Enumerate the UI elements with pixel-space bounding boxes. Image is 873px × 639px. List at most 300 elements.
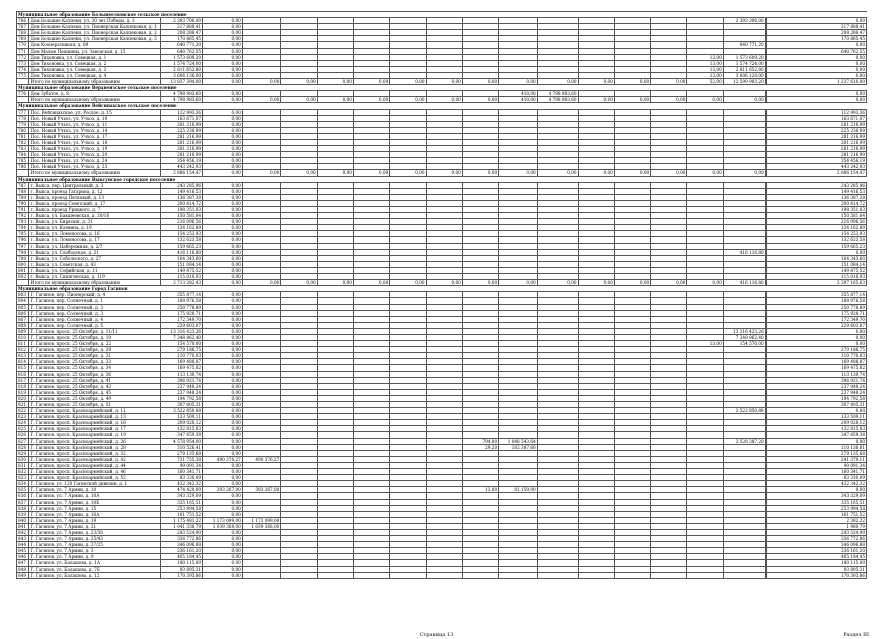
row-number: 806	[17, 310, 29, 316]
address-cell: Пос. Новый Учхоз, ул. Учхоз, д. 24	[29, 158, 161, 164]
value-cell: 0,00	[203, 30, 243, 36]
value-cell: 0,00	[203, 200, 243, 206]
address-cell: г. Выкса, проезд Советский, д. 17	[29, 200, 161, 206]
value-cell: 180 115,00	[161, 560, 203, 566]
value-cell: 243 524,90	[766, 529, 866, 535]
address-cell: Г. Гагинов, ул. 7 Армии, д. 23/38	[29, 529, 161, 535]
value-cell: 336 772,86	[766, 536, 866, 542]
address-cell: г. Выкса, проезд Пятковый, д. 13	[29, 194, 161, 200]
value-cell	[499, 572, 538, 578]
value-cell: 0,00	[203, 408, 243, 414]
value-cell: 0,00	[203, 54, 243, 60]
value-cell: 243 285,96	[766, 182, 866, 188]
address-cell: г. Выкса, ул. Бакшеевская, д. 30/16	[29, 213, 161, 219]
row-number: 840	[17, 517, 29, 523]
value-cell: 0,00	[203, 481, 243, 487]
value-cell: 0,00	[203, 127, 243, 133]
value-cell: 0,00	[578, 97, 614, 103]
row-number: 786	[17, 164, 29, 170]
value-cell: 0,00	[203, 121, 243, 127]
address-cell: г. Выкса, ул. Софийская, д. 11	[29, 267, 161, 273]
value-cell: 0,00	[317, 170, 353, 176]
value-cell: 0,00	[203, 359, 243, 365]
value-cell: 0,00	[353, 79, 389, 85]
value-cell: 216 096,56	[161, 219, 203, 225]
value-cell: 0,00	[203, 420, 243, 426]
row-number: 847	[17, 560, 29, 566]
value-cell: 149 875,52	[766, 267, 866, 273]
address-cell: г. Выкса, ул. Ломоносова, д. 17	[29, 237, 161, 243]
value-cell: 161 751,52	[161, 511, 203, 517]
row-number: 812	[17, 347, 29, 353]
value-cell: 307 805,31	[766, 402, 866, 408]
value-cell: 225 238,99	[161, 127, 203, 133]
row-number: 789	[17, 194, 29, 200]
address-cell: Г. Гагинов, просп. Красноармейский, д. 42	[29, 456, 161, 462]
value-cell: 410,00	[499, 91, 538, 97]
address-cell: Г. Гагинов, ул. 120 Гагинской дивизии, д. 1	[29, 481, 161, 487]
value-cell: 0,00	[203, 426, 243, 432]
address-cell: Г. Гагинов, ул. Балашова, д. 1А	[29, 560, 161, 566]
value-cell: 90 091,34	[161, 462, 203, 468]
value-cell: 1 173 099,00	[203, 517, 243, 523]
value-cell: 346 096,88	[766, 542, 866, 548]
row-number: 834	[17, 481, 29, 487]
value-cell: 0,00	[203, 432, 243, 438]
address-cell: Г. Гагинов, ул. 7 Армии, д. 27/25	[29, 542, 161, 548]
value-cell: 172 349,70	[161, 316, 203, 322]
row-number: 826	[17, 432, 29, 438]
value-cell: 93 895,31	[161, 566, 203, 572]
value-cell	[651, 572, 687, 578]
value-cell: 3 522 850,88	[723, 408, 765, 414]
value-cell: 163 671,07	[161, 115, 203, 121]
value-cell: 0,00	[203, 225, 243, 231]
row-number: 839	[17, 511, 29, 517]
address-cell: Итого по муниципальному образованию	[29, 97, 161, 103]
value-cell: 188 976,58	[766, 298, 866, 304]
value-cell: 0,00	[281, 97, 317, 103]
value-cell: 405 184,45	[766, 554, 866, 560]
row-number: 844	[17, 542, 29, 548]
row-number: 820	[17, 395, 29, 401]
value-cell: 0,00	[203, 60, 243, 66]
value-cell: 0,00	[203, 207, 243, 213]
value-cell: 474 420,00	[161, 487, 203, 493]
value-cell: 336 772,86	[161, 536, 203, 542]
address-cell: Пос. Новый Учхоз, ул. Учхоз, д. 19	[29, 146, 161, 152]
value-cell: 159 665,23	[161, 243, 203, 249]
value-cell: 164 343,60	[161, 255, 203, 261]
value-cell: 90 091,34	[766, 462, 866, 468]
value-cell: 182 387,60	[499, 444, 538, 450]
value-cell: 112 993,36	[766, 109, 866, 115]
value-cell: 416 116,80	[161, 249, 203, 255]
value-cell: 0,00	[203, 18, 243, 24]
address-cell: Г. Гагинов, просп. 25 Октября, д. 51	[29, 402, 161, 408]
value-cell: 3 606 136,00	[161, 72, 203, 78]
address-cell: Г. Гагинов, просп. 25 Октября, д. 31	[29, 353, 161, 359]
value-cell: 200 814,72	[766, 200, 866, 206]
value-cell: 1 173 099,00	[242, 517, 281, 523]
address-cell: Пос. Новый Учхоз, ул. Учхоз, д. 14	[29, 127, 161, 133]
address-cell: Дом Кооперативная, д. 89	[29, 42, 161, 48]
value-cell: 0,00	[281, 170, 317, 176]
value-cell: 208 286,47	[766, 30, 866, 36]
value-cell: 194 792,58	[161, 395, 203, 401]
data-table	[16, 11, 867, 579]
row-number: 788	[17, 188, 29, 194]
value-cell: 132 815,83	[161, 426, 203, 432]
value-cell: 237 948,24	[161, 383, 203, 389]
address-cell: г. Выкса, ул. Слободская, д. 21	[29, 249, 161, 255]
value-cell: 0,00	[203, 511, 243, 517]
value-cell: 0,00	[203, 566, 243, 572]
value-cell: 0,00	[203, 243, 243, 249]
value-cell: 347 659,38	[766, 432, 866, 438]
value-cell: 161 751,52	[766, 511, 866, 517]
row-number: 809	[17, 328, 29, 334]
value-cell: 0,00	[203, 261, 243, 267]
row-number: 803	[17, 292, 29, 298]
value-cell: 0,00	[242, 170, 281, 176]
value-cell: 236 161,20	[161, 548, 203, 554]
address-cell: г. Выкса, ул. Бирюзия, д. 31	[29, 219, 161, 225]
value-cell: 0,00	[353, 280, 389, 286]
value-cell: 253 994,58	[161, 505, 203, 511]
row-number: 819	[17, 389, 29, 395]
value-cell: 355 877,14	[766, 292, 866, 298]
address-cell: Г. Гагинов, просп. 25 Октября, д. 41	[29, 377, 161, 383]
value-cell: 0,00	[203, 274, 243, 280]
value-cell: 0,00	[499, 79, 538, 85]
address-cell: Г. Гагинов, ул. Балашова, д. 7Б	[29, 566, 161, 572]
value-cell: 159 665,23	[766, 243, 866, 249]
row-number: 773	[17, 60, 29, 66]
value-cell: 2 811 652,80	[161, 66, 203, 72]
value-cell: 13,00	[687, 54, 723, 60]
row-number: 774	[17, 66, 29, 72]
value-cell	[537, 572, 578, 578]
address-cell: Г. Гагинов, просп. 25 Октября, д. 22	[29, 341, 161, 347]
value-cell: 0,00	[203, 316, 243, 322]
value-cell: 13 316 423,26	[161, 328, 203, 334]
value-cell: 0,00	[203, 414, 243, 420]
value-cell: 243 285,96	[161, 182, 203, 188]
value-cell: 180 115,00	[766, 560, 866, 566]
value-cell: 0,00	[651, 97, 687, 103]
value-cell: 164 343,60	[766, 255, 866, 261]
row-number: 848	[17, 566, 29, 572]
value-cell: 355 877,14	[161, 292, 203, 298]
value-cell: 0,00	[203, 304, 243, 310]
row-number: 828	[17, 444, 29, 450]
value-cell: 0,00	[203, 475, 243, 481]
address-cell: Г. Гагинов, просп. Красноармейский, д. 32	[29, 450, 161, 456]
row-number: 837	[17, 499, 29, 505]
value-cell: 0,00	[203, 469, 243, 475]
row-number: 818	[17, 383, 29, 389]
value-cell	[317, 572, 353, 578]
value-cell: 209 028,12	[161, 420, 203, 426]
value-cell: 490 376,27	[242, 456, 281, 462]
value-cell: 343 329,09	[161, 493, 203, 499]
address-cell: г. Выкса, ул. Соболеского, д. 27	[29, 255, 161, 261]
value-cell: 160 341,71	[161, 469, 203, 475]
value-cell: 0,00	[203, 402, 243, 408]
value-cell: 640 762,55	[766, 48, 866, 54]
value-cell: 731 755,38	[161, 456, 203, 462]
table-body	[17, 12, 867, 579]
value-cell: 279 186,75	[161, 347, 203, 353]
value-cell: 0,00	[203, 341, 243, 347]
value-cell: 2 297 165,63	[766, 280, 866, 286]
value-cell: 0,00	[203, 42, 243, 48]
value-cell: 0,00	[203, 213, 243, 219]
value-cell: 2 393 706,00	[161, 18, 203, 24]
value-cell: 169 488,87	[161, 359, 203, 365]
address-cell: Пос. Новый Учхоз, ул. Учхоз, д. 11	[29, 121, 161, 127]
value-cell: 1 574 724,00	[161, 60, 203, 66]
value-cell: 794,00	[462, 438, 498, 444]
value-cell: 0,00	[766, 66, 866, 72]
value-cell: 281 216,99	[766, 152, 866, 158]
address-cell: Пос. Вейсинахское, ул. Рослое, д. 15	[29, 109, 161, 115]
value-cell: 0,00	[537, 79, 578, 85]
value-cell: 198 351,03	[161, 207, 203, 213]
value-cell: 2 713 282,43	[161, 280, 203, 286]
value-cell: 0,00	[426, 97, 462, 103]
address-cell: Г. Гагинов, ул. 7 Армии, д. 10А	[29, 493, 161, 499]
value-cell: 149 416,53	[161, 188, 203, 194]
row-number: 827	[17, 438, 29, 444]
value-cell: 2 686 154,47	[161, 170, 203, 176]
value-cell: 0,00	[203, 529, 243, 535]
value-cell: 200 814,72	[161, 200, 203, 206]
value-cell: 1 980,79	[766, 523, 866, 529]
value-cell	[353, 572, 389, 578]
row-number: 843	[17, 536, 29, 542]
value-cell: 3 606 128,00	[723, 72, 765, 78]
value-cell: 236 161,20	[766, 548, 866, 554]
address-cell: Г. Гагинов, просп. Красноармейский, д. 19	[29, 432, 161, 438]
value-cell: 83 330,09	[766, 475, 866, 481]
value-cell: 410,00	[499, 97, 538, 103]
value-cell: 281 216,99	[161, 121, 203, 127]
value-cell: 198 351,03	[766, 207, 866, 213]
value-cell: 1 175 481,22	[161, 517, 203, 523]
row-number: 796	[17, 237, 29, 243]
address-cell: г. Выкса, пер. Центральный, д. 3	[29, 182, 161, 188]
value-cell: 393 267,00	[203, 487, 243, 493]
value-cell: 281 216,99	[766, 133, 866, 139]
value-cell: 0,00	[203, 36, 243, 42]
row-number: 808	[17, 322, 29, 328]
value-cell: 0,00	[614, 170, 650, 176]
value-cell: 170 393,86	[161, 572, 203, 578]
row-number: 817	[17, 377, 29, 383]
value-cell: 0,00	[203, 377, 243, 383]
value-cell: 0,00	[651, 280, 687, 286]
address-cell: Г. Гагинов, ул. Балашова, д. 12	[29, 572, 161, 578]
value-cell: 160 341,71	[766, 469, 866, 475]
value-cell: 13 837 394,00	[161, 79, 203, 85]
section-title: Муниципальное образование Город Гагинов	[17, 286, 867, 292]
row-number: 825	[17, 426, 29, 432]
value-cell: 0,00	[766, 334, 866, 340]
value-cell: 640 771,20	[723, 42, 765, 48]
value-cell: 0,00	[203, 170, 243, 176]
section-title: Муниципальное образование Выксунское городское поселение	[17, 176, 867, 182]
value-cell: 0,00	[614, 280, 650, 286]
value-cell: 154 253,93	[161, 231, 203, 237]
address-cell: Дом Тихоновка, ул. Совецкая, д. 4	[29, 72, 161, 78]
value-cell: 217 888,41	[766, 24, 866, 30]
value-cell: 2 811 652,80	[723, 66, 765, 72]
value-cell: 343 329,09	[766, 493, 866, 499]
value-cell: 0,00	[203, 334, 243, 340]
value-cell: 0,00	[203, 115, 243, 121]
value-cell: 0,00	[203, 328, 243, 334]
address-cell: Г. Гагинов, просп. Красноармейский, д. 11	[29, 408, 161, 414]
address-cell: Г. Гагинов, просп. 25 Октября, д. 28	[29, 347, 161, 353]
row-number: 781	[17, 133, 29, 139]
row-number: 830	[17, 456, 29, 462]
address-cell: Г. Гагинов, просп. 25 Октября, д. 49	[29, 395, 161, 401]
row-number: 835	[17, 487, 29, 493]
row-number: 838	[17, 505, 29, 511]
value-cell: 0,00	[203, 444, 243, 450]
value-cell: 0,00	[203, 91, 243, 97]
row-number: 784	[17, 152, 29, 158]
value-cell	[723, 572, 765, 578]
address-cell: г. Выкса, проезд Гагарина, д. 12	[29, 188, 161, 194]
address-cell: Дом Большие Калпеки, ул. Пионерская Калпековая, д. 1	[29, 24, 161, 30]
value-cell: 0,00	[203, 298, 243, 304]
value-cell: 0,00	[687, 280, 723, 286]
row-number: 782	[17, 139, 29, 145]
value-cell: 0,00	[687, 170, 723, 176]
address-cell: Г. Гагинов, просп. Красноармейский, д. 26	[29, 438, 161, 444]
value-cell: 0,00	[462, 97, 498, 103]
value-cell: 0,00	[203, 255, 243, 261]
value-cell: 13,00	[687, 72, 723, 78]
value-cell: 335 165,51	[161, 499, 203, 505]
row-number: 831	[17, 462, 29, 468]
value-cell: 132 815,83	[766, 426, 866, 432]
value-cell: 0,00	[203, 554, 243, 560]
value-cell: 307 805,31	[161, 402, 203, 408]
value-cell: 93 895,31	[766, 566, 866, 572]
value-cell: 0,00	[203, 97, 243, 103]
section-title: Муниципальное образование Большеелховское сельское поселение	[17, 12, 867, 18]
value-cell: 225 238,99	[766, 127, 866, 133]
value-cell: 0,00	[203, 493, 243, 499]
value-cell: 0,00	[203, 389, 243, 395]
table-row	[17, 572, 867, 578]
value-cell: 29,20	[462, 444, 498, 450]
value-cell: 490 376,27	[203, 456, 243, 462]
value-cell: 115 016,93	[766, 274, 866, 280]
value-cell: 4 798 983,60	[537, 97, 578, 103]
value-cell: 151 084,14	[766, 261, 866, 267]
row-number: 802	[17, 274, 29, 280]
value-cell: 52,00	[687, 79, 723, 85]
address-cell: Г. Гагинов, просп. 25 Октября, д. 36	[29, 371, 161, 377]
address-cell: Дом Тихоновка, ул. Совецкая, д. 1	[29, 54, 161, 60]
value-cell: 0,00	[766, 487, 866, 493]
row-number: 776	[17, 91, 29, 97]
value-cell: 1 048 543,64	[499, 438, 538, 444]
value-cell: 0,00	[203, 536, 243, 542]
value-cell: 1 574 724,00	[723, 60, 765, 66]
address-cell: Г. Гагинов, ул. 7 Армии, д. 15	[29, 505, 161, 511]
value-cell: 132 623,58	[161, 237, 203, 243]
row-number: 792	[17, 213, 29, 219]
value-cell: 4 578 954,00	[161, 438, 203, 444]
value-cell: 0,00	[203, 66, 243, 72]
value-cell: 0,00	[766, 408, 866, 414]
value-cell: 396 921,74	[766, 377, 866, 383]
value-cell: 281 216,99	[161, 139, 203, 145]
value-cell: 0,00	[317, 79, 353, 85]
value-cell: 0,00	[203, 79, 243, 85]
value-cell: 0,00	[203, 560, 243, 566]
value-cell	[390, 572, 426, 578]
value-cell: 110 770,03	[766, 353, 866, 359]
address-cell: г. Выкса, ул. Клевина, д. 19	[29, 225, 161, 231]
address-cell: Г. Гагинов, просп. Красноармейский, д. 44	[29, 462, 161, 468]
row-number: 823	[17, 414, 29, 420]
value-cell: 113 130,74	[766, 371, 866, 377]
value-cell: 0,00	[651, 170, 687, 176]
value-cell: 0,00	[390, 79, 426, 85]
address-cell: Дом Зубатое, д. 8	[29, 91, 161, 97]
value-cell: 132 623,58	[766, 237, 866, 243]
value-cell: 0,00	[203, 310, 243, 316]
value-cell: 354 456,19	[766, 158, 866, 164]
value-cell: 393 267,00	[242, 487, 281, 493]
value-cell: 13,00	[462, 487, 498, 493]
value-cell: 0,00	[766, 18, 866, 24]
value-cell: 0,00	[203, 292, 243, 298]
value-cell: 279 135,68	[161, 450, 203, 456]
value-cell: 4 798 983,60	[537, 91, 578, 97]
value-cell: 354 456,19	[161, 158, 203, 164]
row-number: 811	[17, 341, 29, 347]
value-cell: 169 475,82	[161, 365, 203, 371]
address-cell: Г. Гагинов, пер. Солнечный, д. 1	[29, 298, 161, 304]
value-cell: 3 528 387,20	[723, 438, 765, 444]
row-number: 810	[17, 334, 29, 340]
value-cell: 150 581,64	[766, 213, 866, 219]
value-cell: 0,00	[203, 395, 243, 401]
row-number: 829	[17, 450, 29, 456]
value-cell: 279 186,75	[766, 347, 866, 353]
address-cell: Г. Гагинов, пер. Солнечный, д. 5	[29, 322, 161, 328]
value-cell: 279 135,68	[766, 450, 866, 456]
value-cell: 0,00	[203, 237, 243, 243]
address-cell: г. Выкса, ул. Набережная, д. 2/7	[29, 243, 161, 249]
address-cell: Г. Гагинов, ул. 7 Армии, д. 10	[29, 487, 161, 493]
value-cell: 0,00	[203, 280, 243, 286]
value-cell: 1 039 368,00	[203, 523, 243, 529]
value-cell: 250 778,89	[161, 304, 203, 310]
row-number: 824	[17, 420, 29, 426]
value-cell: 0,00	[203, 347, 243, 353]
value-cell: 0,00	[203, 371, 243, 377]
value-cell: 113 130,74	[161, 371, 203, 377]
